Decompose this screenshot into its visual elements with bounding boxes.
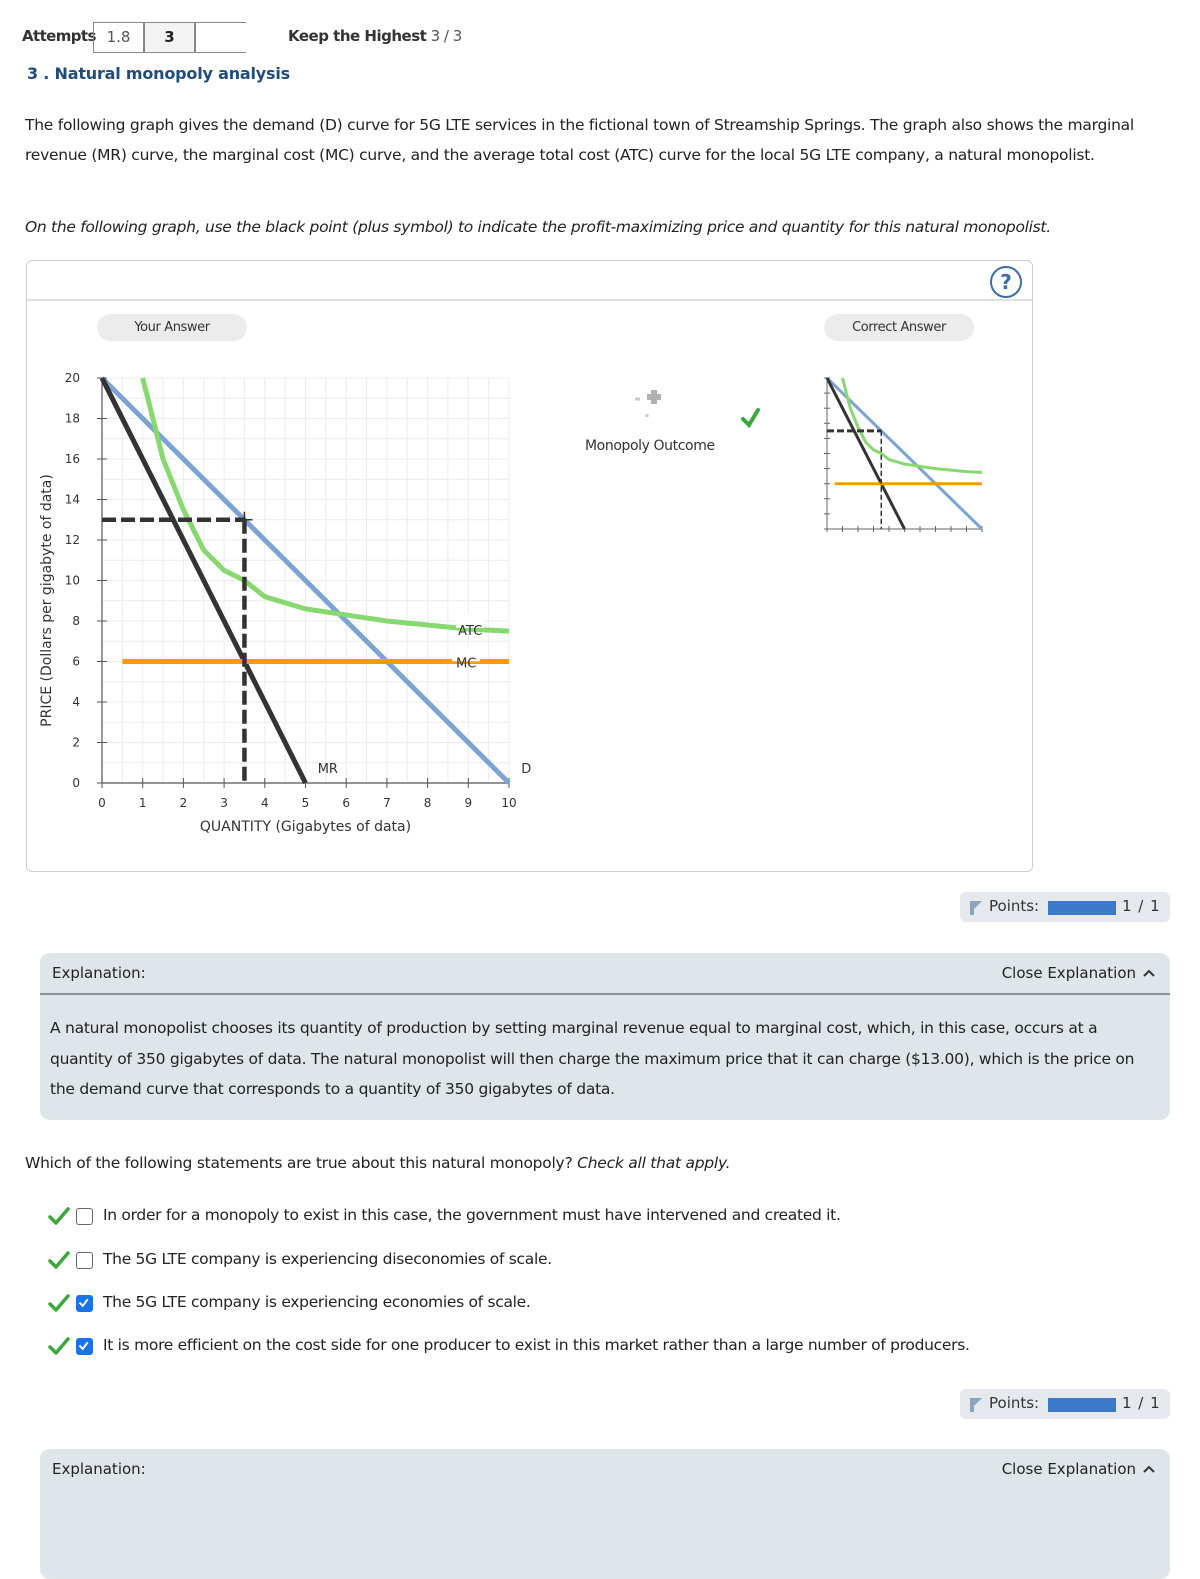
points-bar [1048,1398,1116,1412]
y-axis-title: PRICE (Dollars per gigabyte of data) [39,474,55,727]
thumb-curve-d [827,378,982,529]
close-explanation-label: Close Explanation [1001,964,1136,982]
mr-label: MR [317,761,338,777]
points-value: 1 / 1 [1122,897,1161,915]
correct-check-icon [743,410,758,425]
x-axis-title: QUANTITY (Gigabytes of data) [199,819,412,835]
x-tick-label: 0 [98,796,106,810]
thumb-curve-atc [843,378,983,472]
help-icon[interactable]: ? [990,266,1022,298]
palette [635,390,758,425]
x-tick-label: 5 [301,796,310,810]
x-tick-label: 4 [260,796,269,810]
points-bar [1048,901,1116,915]
question-title: 3 . Natural monopoly analysis [27,64,290,83]
close-explanation-button[interactable] [1002,1460,1156,1478]
option-checkbox[interactable] [76,1338,93,1355]
explanation-header [40,953,1170,995]
x-tick-label: 10 [501,796,517,810]
x-tick-label: 1 [138,796,147,810]
option-checkbox[interactable] [76,1252,93,1269]
y-tick-label: 10 [64,573,80,588]
attempt-current-box[interactable]: 3 [144,22,195,53]
points-badge-2 [960,1389,1170,1419]
option-checkbox[interactable] [76,1208,93,1225]
y-tick-label: 12 [64,533,80,547]
correct-check-icon [48,1249,70,1271]
correct-check-icon [48,1335,70,1357]
x-tick-label: 8 [423,796,432,810]
y-tick-label: 4 [72,695,80,709]
points-flag-icon [968,1397,984,1413]
y-tick-label: 16 [64,452,80,466]
graph-canvas[interactable] [27,261,1032,871]
x-tick-label: 7 [383,796,391,810]
explanation-panel [40,953,1170,1120]
atc-label: ATC [458,624,483,640]
plus-tool-icon [647,390,661,404]
keep-highest-value: 3 / 3 [430,27,462,45]
q2-prompt-text: Which of the following statements are true about this natural monopoly? [25,1154,573,1172]
explanation-title: Explanation: [52,964,146,982]
your-answer-tab[interactable]: Your Answer [97,314,247,341]
attempts-label: Attempts [22,27,96,45]
graph-panel [26,260,1033,872]
points-label: Points: [989,1394,1040,1412]
x-tick-label: 9 [464,796,473,810]
points-value: 1 / 1 [1122,1394,1161,1412]
explanation-panel-2 [40,1449,1170,1579]
close-explanation-button[interactable] [1002,964,1156,982]
monopoly-outcome-label: Monopoly Outcome [585,438,715,454]
thumb-curve-mr [827,378,905,529]
question-intro: The following graph gives the demand (D) curve for 5G LTE services in the fictional town of Streamship Springs. The graph also shows the marginal revenue (MR) curve, the marginal cost (MC) curve, and the average total cost (ATC) curve for the local 5G LTE company, a natural monopolist. [25,116,1134,164]
y-tick-label: 8 [72,614,80,628]
keep-highest [288,27,462,45]
explanation-title: Explanation: [52,1460,146,1478]
attempt-score-box[interactable]: 1.8 [93,22,144,53]
option-text: In order for a monopoly to exist in this case, the government must have intervened and created it. [103,1206,841,1224]
y-tick-label: 6 [72,654,80,669]
option-checkbox[interactable] [76,1295,93,1312]
x-tick-label: 2 [179,796,188,810]
y-tick-label: 14 [64,492,80,507]
question-instruction: On the following graph, use the black point (plus symbol) to indicate the profit-maximizing price and quantity for this natural monopolist. [25,218,1051,236]
correct-check-icon [48,1292,70,1314]
plus-tool-shadow-icon [635,399,647,417]
x-tick-label: 6 [342,796,351,810]
mc-label: MC [456,656,477,672]
attempt-next-box[interactable] [195,22,246,53]
q2-prompt [25,1154,730,1172]
correct-answer-thumbnail [824,378,982,532]
explanation-header [40,1449,1170,1491]
explanation-body: A natural monopolist chooses its quantity of production by setting marginal revenue equal to marginal cost, which, in this case, occurs at a quantity of 350 gigabytes of data. The natural monopolist will then charge the maximum price that it can charge ($13.00), which is the price on the demand curve that corresponds to a quantity of 350 gigabytes of data. [50,1019,1135,1098]
close-explanation-label: Close Explanation [1001,1460,1136,1478]
y-tick-label: 2 [72,735,80,750]
d-label: D [521,761,532,777]
x-tick-label: 3 [220,796,228,810]
chevron-up-icon [1142,968,1156,978]
option-text: The 5G LTE company is experiencing economies of scale. [103,1293,531,1311]
correct-check-icon [48,1205,70,1227]
chevron-up-icon [1142,1464,1156,1474]
option-text: It is more efficient on the cost side for one producer to exist in this market rather than a large number of producers. [103,1336,970,1354]
y-tick-label: 18 [64,411,80,426]
y-tick-label: 20 [64,371,80,385]
points-flag-icon [968,900,984,916]
points-badge [960,892,1170,922]
checkmark-icon [77,1339,91,1353]
q2-prompt-italic: Check all that apply. [577,1154,731,1172]
keep-highest-label: Keep the Highest [288,27,427,45]
option-text: The 5G LTE company is experiencing diseconomies of scale. [103,1250,552,1268]
y-tick-label: 0 [72,776,80,790]
correct-answer-tab[interactable]: Correct Answer [824,314,974,341]
checkmark-icon [77,1296,91,1310]
points-label: Points: [989,897,1040,915]
